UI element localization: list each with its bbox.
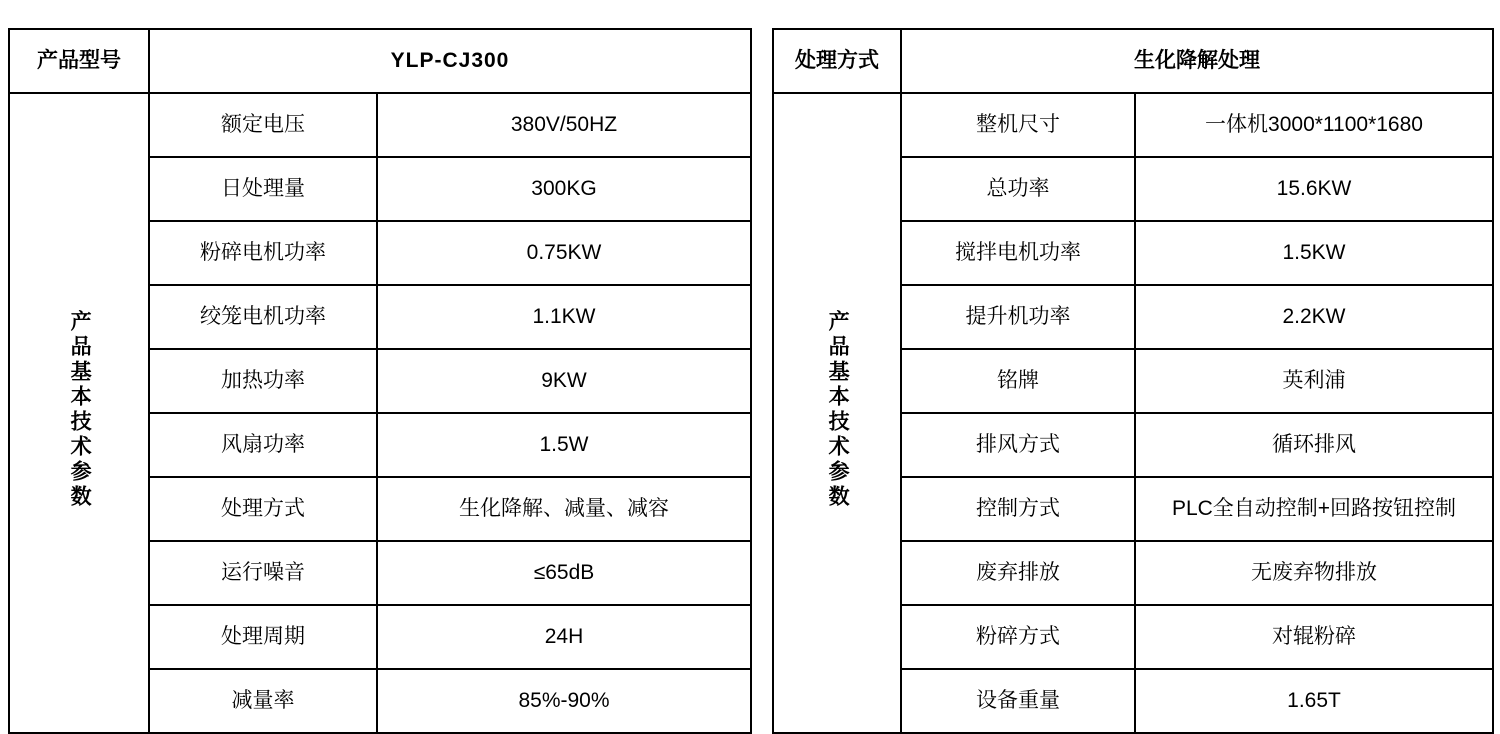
- right-param-value: 15.6KW: [1135, 157, 1493, 221]
- left-param-value: 300KG: [377, 157, 751, 221]
- right-param-value: PLC全自动控制+回路按钮控制: [1135, 477, 1493, 541]
- right-param-value: 2.2KW: [1135, 285, 1493, 349]
- left-param-name: 风扇功率: [149, 413, 377, 477]
- left-side-label: 产品基本技术参数: [9, 93, 149, 733]
- left-param-name: 加热功率: [149, 349, 377, 413]
- right-header-label: 处理方式: [773, 29, 901, 93]
- left-param-name: 绞笼电机功率: [149, 285, 377, 349]
- left-param-value: 1.5W: [377, 413, 751, 477]
- specification-table: [8, 28, 1494, 734]
- left-param-name: 日处理量: [149, 157, 377, 221]
- left-param-value: 9KW: [377, 349, 751, 413]
- left-param-value: ≤65dB: [377, 541, 751, 605]
- right-param-value: 一体机3000*1100*1680: [1135, 93, 1493, 157]
- left-param-name: 减量率: [149, 669, 377, 733]
- column-gap: [751, 29, 773, 93]
- left-param-name: 处理周期: [149, 605, 377, 669]
- left-param-value: 24H: [377, 605, 751, 669]
- right-param-name: 铭牌: [901, 349, 1135, 413]
- right-param-name: 控制方式: [901, 477, 1135, 541]
- right-param-value: 1.5KW: [1135, 221, 1493, 285]
- right-param-value: 英利浦: [1135, 349, 1493, 413]
- right-header-value: 生化降解处理: [901, 29, 1493, 93]
- left-param-value: 生化降解、减量、减容: [377, 477, 751, 541]
- right-param-value: 循环排风: [1135, 413, 1493, 477]
- left-param-value: 380V/50HZ: [377, 93, 751, 157]
- table-header-row: [9, 29, 1493, 93]
- table-row: [9, 93, 1493, 157]
- right-param-name: 提升机功率: [901, 285, 1135, 349]
- right-param-name: 排风方式: [901, 413, 1135, 477]
- right-param-name: 设备重量: [901, 669, 1135, 733]
- right-param-name: 搅拌电机功率: [901, 221, 1135, 285]
- right-side-label: 产品基本技术参数: [773, 93, 901, 733]
- right-param-name: 废弃排放: [901, 541, 1135, 605]
- left-param-value: 85%-90%: [377, 669, 751, 733]
- left-param-name: 额定电压: [149, 93, 377, 157]
- right-param-name: 整机尺寸: [901, 93, 1135, 157]
- left-header-model: YLP-CJ300: [149, 29, 751, 93]
- left-header-label: 产品型号: [9, 29, 149, 93]
- right-param-value: 对辊粉碎: [1135, 605, 1493, 669]
- right-param-name: 粉碎方式: [901, 605, 1135, 669]
- right-param-value: 无废弃物排放: [1135, 541, 1493, 605]
- left-param-name: 粉碎电机功率: [149, 221, 377, 285]
- left-param-name: 运行噪音: [149, 541, 377, 605]
- column-gap: [751, 93, 773, 733]
- left-param-value: 0.75KW: [377, 221, 751, 285]
- left-param-name: 处理方式: [149, 477, 377, 541]
- right-param-name: 总功率: [901, 157, 1135, 221]
- right-param-value: 1.65T: [1135, 669, 1493, 733]
- left-param-value: 1.1KW: [377, 285, 751, 349]
